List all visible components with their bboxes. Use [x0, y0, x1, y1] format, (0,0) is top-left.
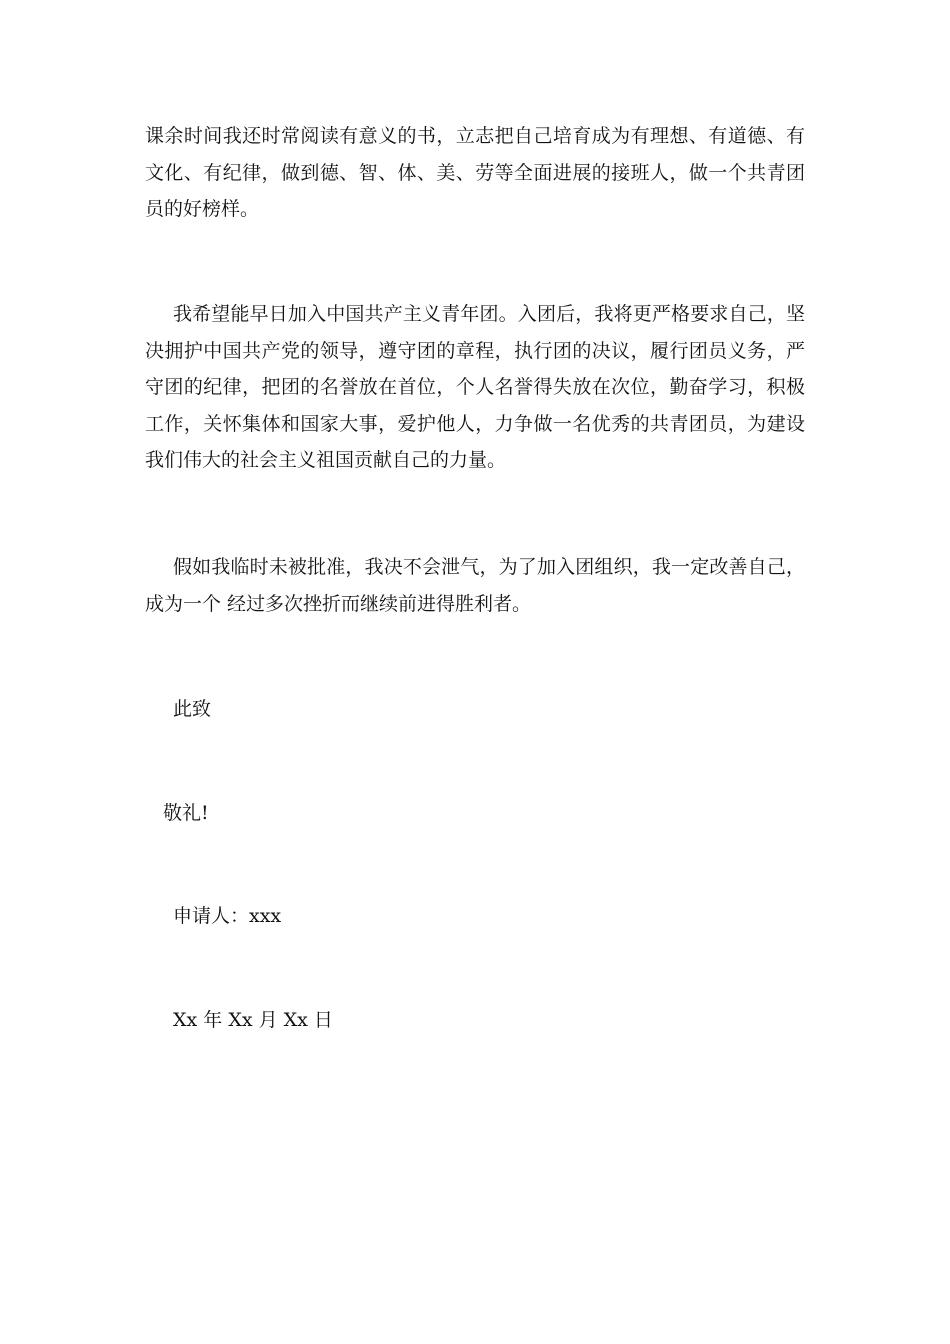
applicant-line: 申请人：xxx	[173, 905, 282, 927]
paragraph-2: 我希望能早日加入中国共产主义青年团。入团后，我将更严格要求自己，坚决拥护中国共产党的领导，遵守团的章程，执行团的决议，履行团员义务，严守团的纪律，把团的名誉放在首位，个人名誉得失放在次位，勤奋学习，积极工作，关怀集体和国家大事，爱护他人，力争做一名优秀的共青团员，为建设我们伟大的社会主义祖国贡献自己的力量。	[145, 303, 805, 471]
paragraph-3: 假如我临时未被批准，我决不会泄气，为了加入团组织，我一定改善自己，成为一个 经过多次挫折而继续前进得胜利者。	[145, 556, 805, 615]
closing-text: 此致	[173, 698, 212, 720]
salutation-text: 敬礼!	[163, 802, 209, 824]
date-line: Xx 年 Xx 月 Xx 日	[173, 1009, 333, 1031]
paragraph-1: 课余时间我还时常阅读有意义的书，立志把自己培育成为有理想、有道德、有文化、有纪律，做到德、智、体、美、劳等全面进展的接班人，做一个共青团员的好榜样。	[145, 125, 805, 220]
